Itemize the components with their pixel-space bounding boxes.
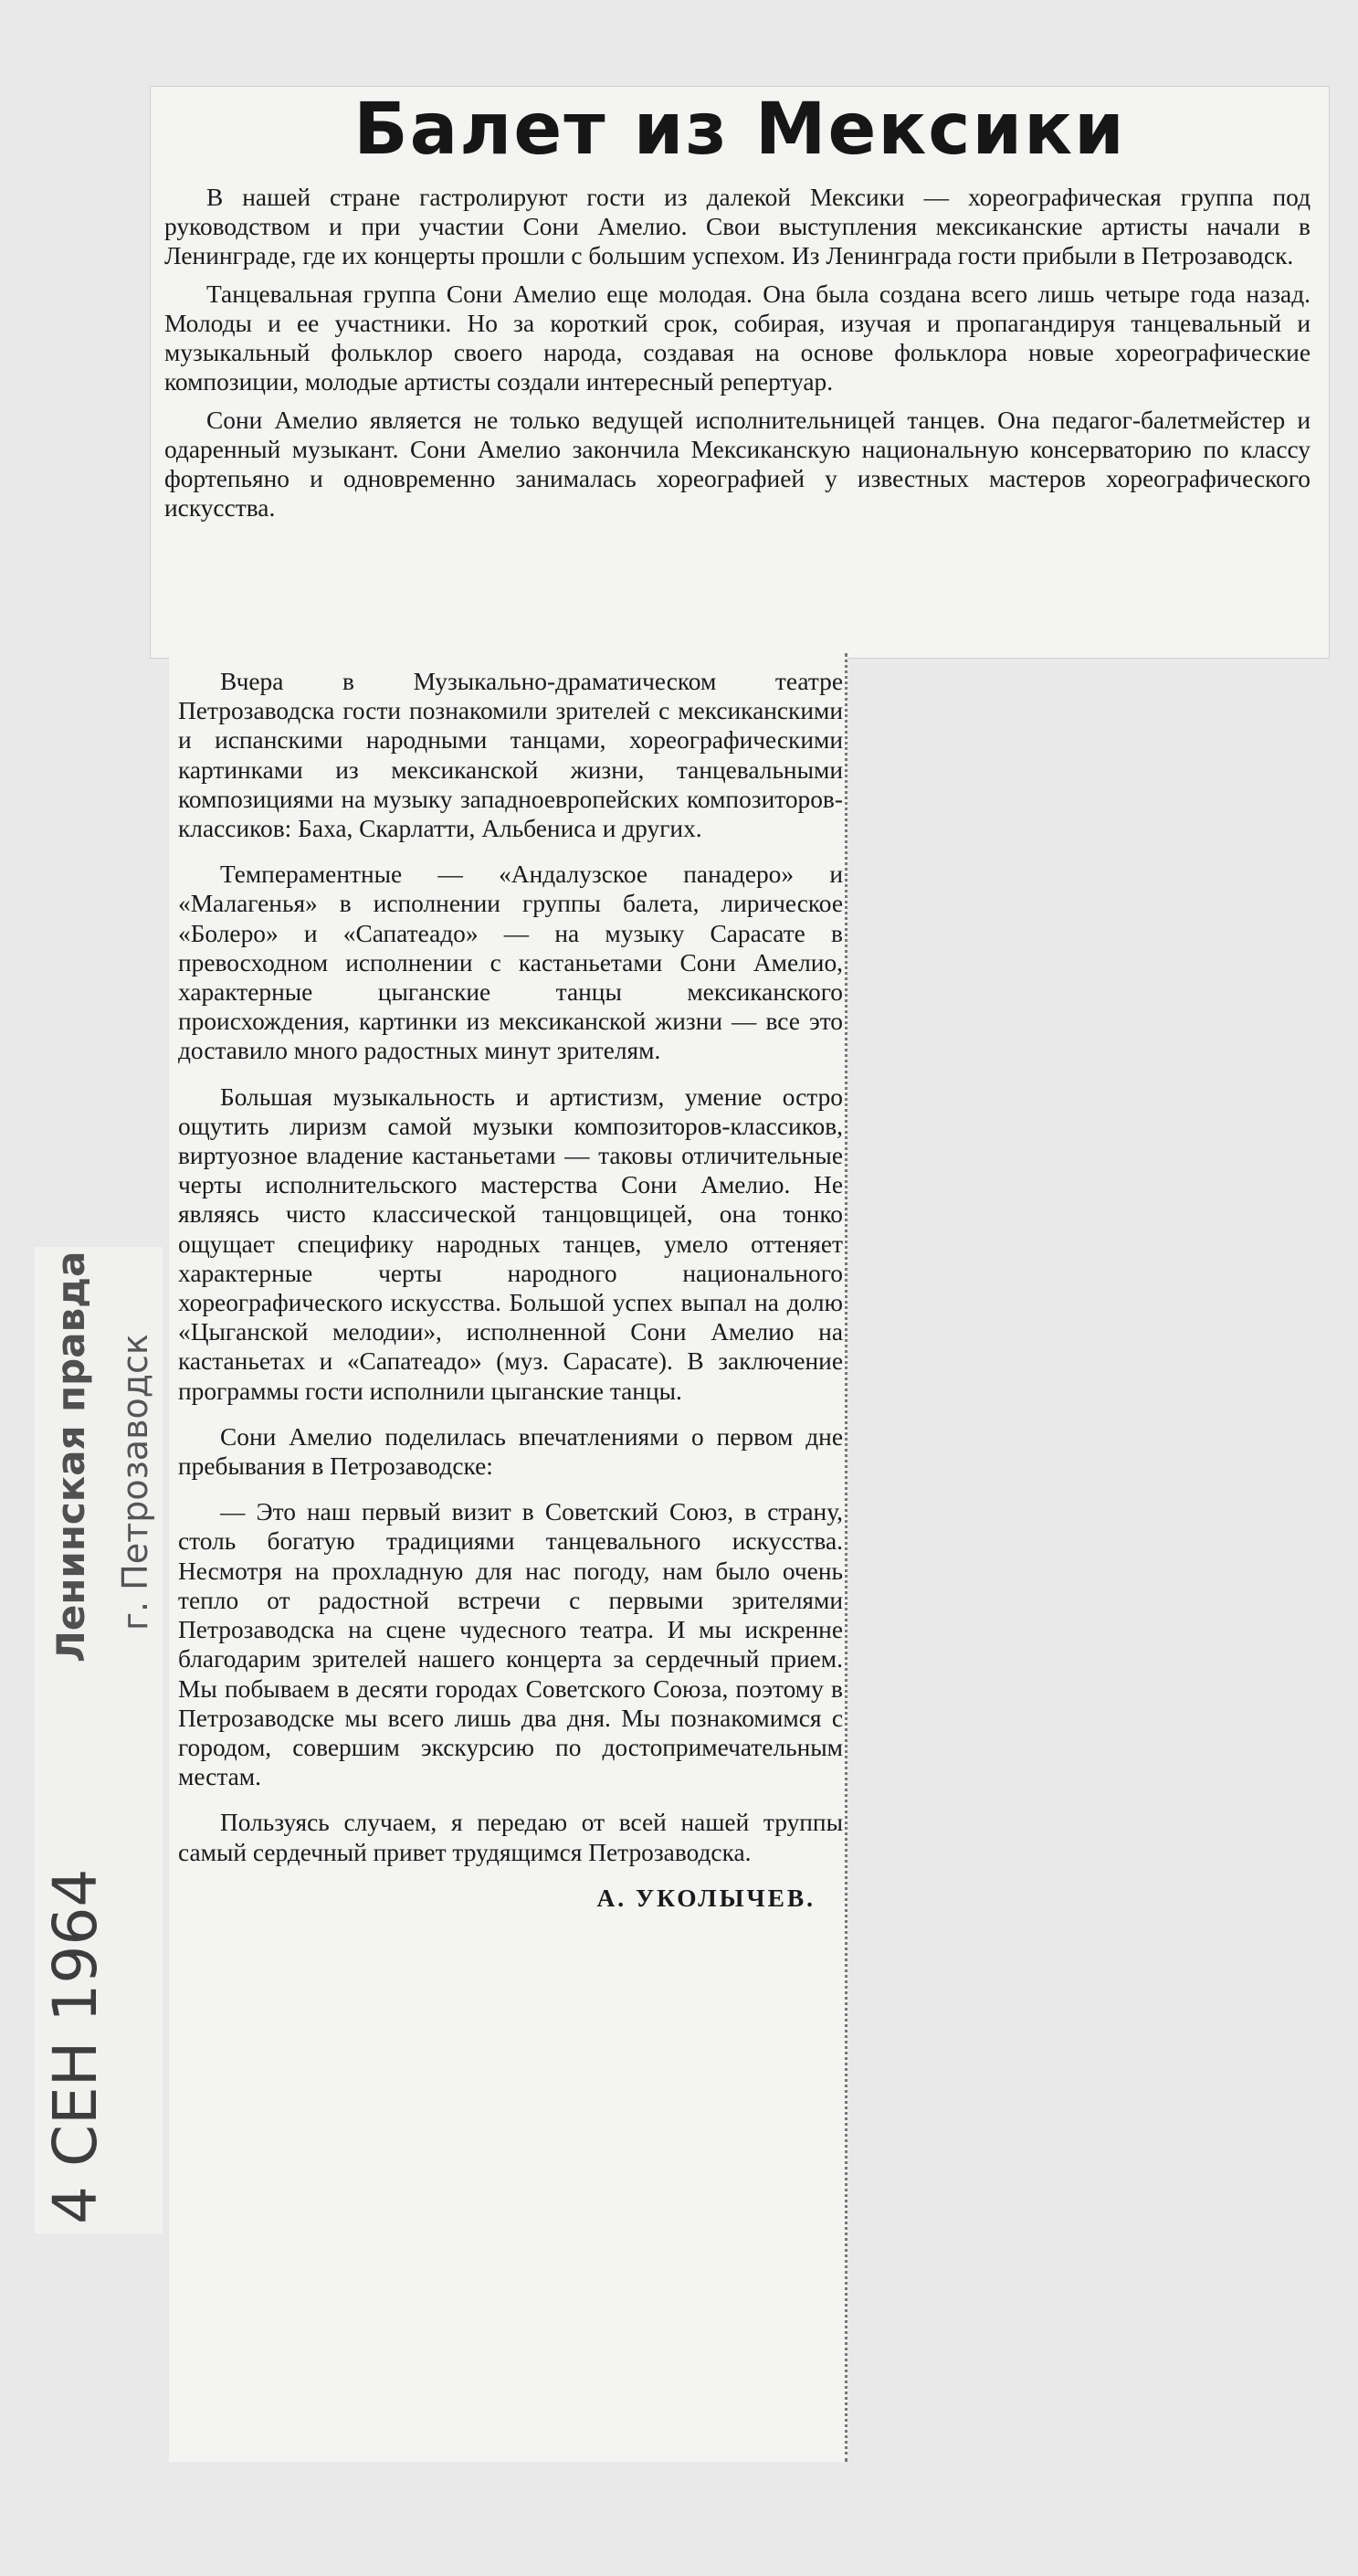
intro-paragraph: В нашей стране гастролируют гости из далекой Мексики — хореографическая группа под руководством и при участии Сони Амелио. Свои выступления мексиканские артисты начали в Ленинграде, где их концерты прошли с большим успехом. Из Ленинграда гости прибыли в Петрозаводск. xyxy=(164,184,1311,269)
stamp-city: г. Петрозаводск xyxy=(115,1334,155,1631)
body-paragraph: Темпераментные — «Андалузское панадеро» и «Малагенья» в исполнении группы балета, лирическое «Болеро» и «Сапатеадо» — на музыку Сарасате в превосходном исполнении с кастаньетами Сони Амелио, характерные цыганские танцы мексиканского происхождения, картинки из мексиканской жизни — все это доставило много радостных минут зрителям. xyxy=(178,860,843,1065)
intro-paragraph: Сони Амелио является не только ведущей исполнительницей танцев. Она педагог-балетмейстер и одаренный музыкант. Сони Амелио закончила Мексиканскую национальную консерваторию по классу фортепьяно и одновременно занималась хореографией у известных мастеров хореографического искусства. xyxy=(164,406,1311,522)
stamp-date: 4 СЕН 1964 xyxy=(40,1868,111,2224)
article-title: Балет из Мексики xyxy=(353,89,1126,171)
body-paragraph: Сони Амелио поделилась впечатлениями о первом дне пребывания в Петрозаводске: xyxy=(178,1422,843,1481)
body-paragraph: Пользуясь случаем, я передаю от всей нашей труппы самый сердечный привет трудящимся Петрозаводска. xyxy=(178,1809,843,1866)
intro-paragraph: Танцевальная группа Сони Амелио еще молодая. Она была создана всего лишь четыре года назад. Молоды и ее участники. Но за короткий срок, собирая, изучая и пропагандируя танцевальный и музыкальный фольклор своего народа, создавая на основе фольклора новые хореографические композиции, молодые артисты создали интересный репертуар. xyxy=(164,280,1311,396)
body-paragraph: — Это наш первый визит в Советский Союз, в страну, столь богатую традициями танцевального искусства. Несмотря на прохладную для нас погоду, нам было очень тепло от радостной встречи с первыми зрителями Петрозаводска на сцене чудесного театра. И мы искренне благодарим зрителей нашего концерта за сердечный прием. Мы побываем в десяти городах Советского Союза, поэтому в Петрозаводске мы всего лишь два дня. Мы познакомимся с городом, совершим экскурсию по достопримечательным местам. xyxy=(178,1498,843,1791)
stamp-newspaper-name: Ленинская правда xyxy=(48,1251,93,1663)
body-paragraph: Вчера в Музыкально-драматическом театре Петрозаводска гости познакомили зрителей с мексиканскими и испанскими народными танцами, хореографическими картинками из мексиканской жизни, танцевальными композициями на музыку западноевропейских композиторов-классиков: Баха, Скарлатти, Альбениса и других. xyxy=(178,668,843,843)
body-paragraph: Большая музыкальность и артистизм, умение остро ощутить лиризм самой музыки композиторов-классиков, виртуозное владение кастаньетами — таковы отличительные черты исполнительского мастерства Сони Амелио. Не являясь чисто классической танцовщицей, она тонко ощущает специфику народных танцев, умело оттеняет характерные черты народного национального хореографического искусства. Большой успех выпал на долю «Цыганской мелодии», исполненной Сони Амелио на кастаньетах и «Сапатеадо» (муз. Сарасате). В заключение программы гости исполнили цыганские танцы. xyxy=(178,1082,843,1405)
author-signature: А. УКОЛЫЧЕВ. xyxy=(596,1884,816,1912)
article-intro xyxy=(164,183,1311,532)
article-column xyxy=(178,667,843,1929)
